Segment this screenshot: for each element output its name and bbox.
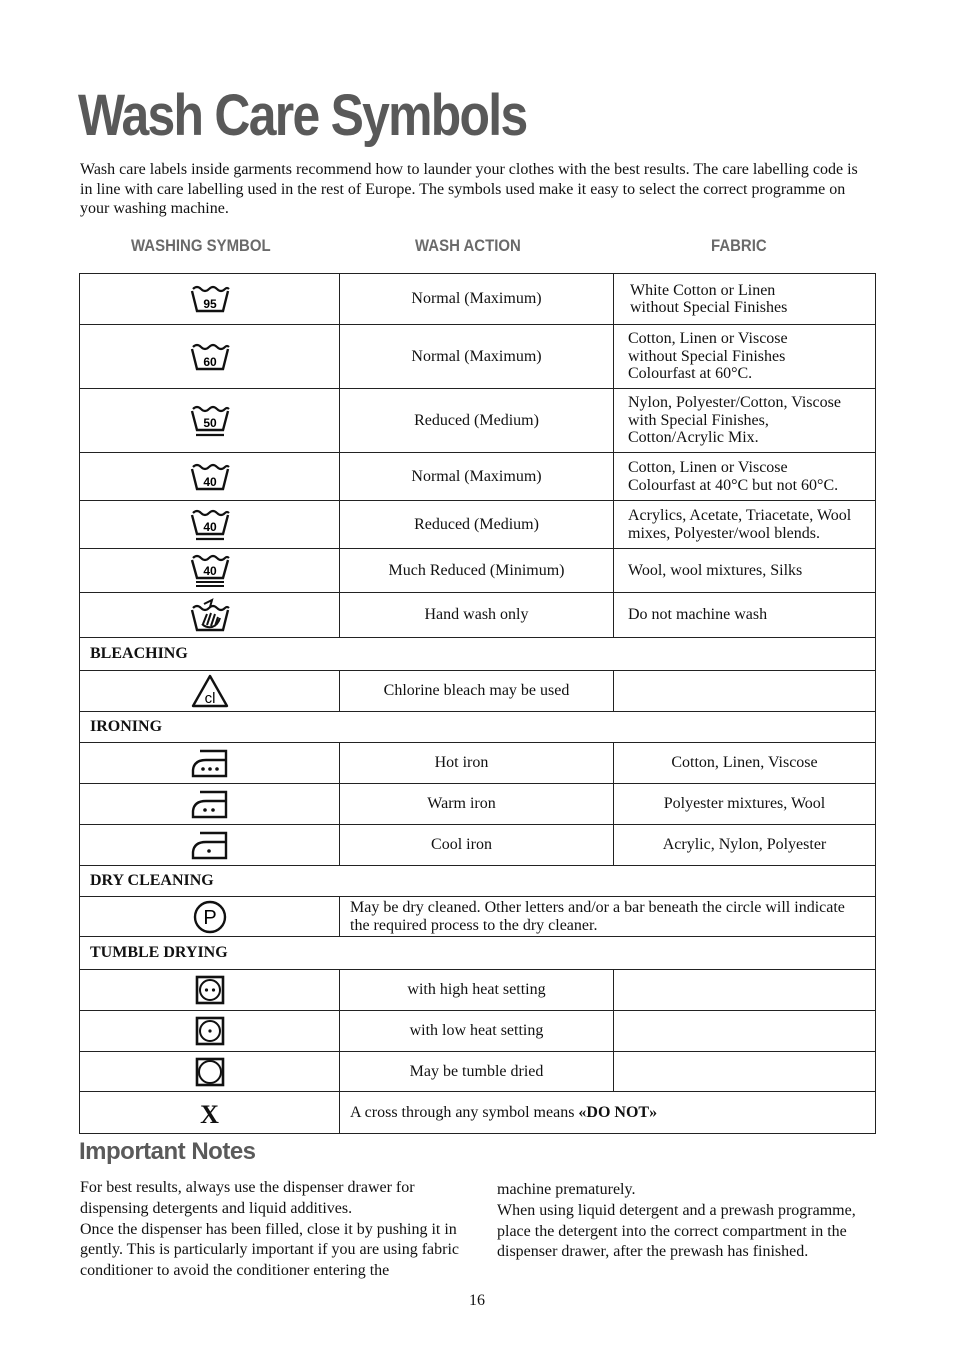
table-row: [80, 1052, 876, 1092]
fabric-cell: Cotton, Linen, Viscose: [614, 743, 876, 784]
section-row-dry-cleaning: [80, 866, 876, 897]
tumble-dry-high-icon: [194, 981, 226, 998]
fabric-cell: [614, 1052, 876, 1092]
wash-tub-50-bar-icon: [190, 411, 230, 428]
iron-two-dots-icon: [190, 795, 230, 812]
svg-text:40: 40: [202, 519, 217, 534]
action-cell: with high heat setting: [340, 970, 614, 1011]
page-title: Wash Care Symbols: [78, 83, 527, 148]
cross-note: [340, 1092, 876, 1134]
action-cell: Reduced (Medium): [340, 501, 614, 549]
symbol-cell: [80, 501, 340, 549]
table-row: [80, 549, 876, 593]
symbol-cell: [80, 389, 340, 453]
iron-one-dot-icon: [190, 836, 230, 853]
do-not-label: «DO NOT»: [578, 1103, 658, 1121]
header-washing-symbol: WASHING SYMBOL: [131, 236, 271, 255]
table-row: [80, 593, 876, 638]
notes-paragraph: When using liquid detergent and a prewash programme, place the detergent into the correct compartment in the dispenser drawer, after the prewash has finished.: [497, 1201, 856, 1261]
chlorine-bleach-triangle-icon: [190, 682, 230, 707]
symbol-cell: [80, 549, 340, 593]
table-row: [80, 1011, 876, 1052]
action-cell: Normal (Maximum): [340, 453, 614, 501]
table-row: [80, 784, 876, 825]
fabric-cell: Acrylics, Acetate, Triacetate, Wool mixes, Polyester/wool blends.: [614, 501, 876, 549]
table-row: [80, 825, 876, 866]
header-wash-action: WASH ACTION: [415, 236, 521, 255]
dry-cleaning-text: May be dry cleaned. Other letters and/or a bar beneath the circle will indicate the required process to the dry cleaner.: [340, 897, 876, 937]
symbol-cell: [80, 453, 340, 501]
symbol-cell: [80, 897, 340, 937]
notes-title: Important Notes: [79, 1138, 256, 1165]
fabric-cell: White Cotton or Linen without Special Finishes: [614, 274, 876, 325]
wash-tub-40-icon: [190, 467, 230, 489]
section-row-bleaching: [80, 638, 876, 671]
table-row: [80, 970, 876, 1011]
symbol-cell: [80, 784, 340, 825]
symbol-cell: [80, 671, 340, 712]
table-row: [80, 389, 876, 453]
section-row-tumble-drying: [80, 937, 876, 970]
section-label-dry-cleaning: DRY CLEANING: [80, 866, 876, 897]
table-row: [80, 325, 876, 389]
symbol-cell: [80, 1052, 340, 1092]
action-cell: Warm iron: [340, 784, 614, 825]
tumble-dry-icon: [194, 1062, 226, 1079]
fabric-cell: Wool, wool mixtures, Silks: [614, 549, 876, 593]
intro-paragraph: Wash care labels inside garments recommend how to launder your clothes with the best results. The care labelling code is in line with care labelling used in the rest of Europe. The symbols used make it easy to select the correct programme on your washing machine.: [80, 161, 858, 217]
svg-text:50: 50: [202, 415, 217, 430]
section-label-ironing: IRONING: [80, 712, 876, 743]
cross-note-text: A cross through any symbol means: [350, 1103, 579, 1121]
symbol-cell: [80, 593, 340, 638]
section-label-tumble-drying: TUMBLE DRYING: [80, 937, 876, 970]
iron-three-dots-icon: [190, 754, 230, 771]
section-row-ironing: [80, 712, 876, 743]
symbol-cell: [80, 274, 340, 325]
dry-clean-p-icon: [192, 906, 228, 929]
page-number: 16: [469, 1292, 485, 1309]
table-row: [80, 274, 876, 325]
fabric-cell: Polyester mixtures, Wool: [614, 784, 876, 825]
table-row: [80, 671, 876, 712]
tumble-dry-low-icon: [194, 1022, 226, 1039]
notes-paragraph: Once the dispenser has been filled, close it by pushing it in gently. This is particularly important if you are using fabric conditioner to avoid the conditioner entering the: [80, 1220, 460, 1280]
action-cell: May be tumble dried: [340, 1052, 614, 1092]
fabric-cell: Cotton, Linen or Viscose without Special Finishes Colourfast at 60°C.: [614, 325, 876, 389]
svg-text:40: 40: [202, 563, 217, 578]
action-cell: Normal (Maximum): [340, 325, 614, 389]
action-cell: Hand wash only: [340, 593, 614, 638]
notes-right-column: [497, 1180, 881, 1263]
notes-paragraph: For best results, always use the dispenser drawer for dispensing detergents and liquid additives.: [80, 1179, 415, 1217]
svg-text:P: P: [202, 906, 217, 929]
symbol-cell: [80, 970, 340, 1011]
fabric-cell: [614, 970, 876, 1011]
action-cell: Much Reduced (Minimum): [340, 549, 614, 593]
hand-wash-icon: [190, 606, 230, 623]
cross-icon: X: [200, 1099, 219, 1129]
svg-text:cl: cl: [204, 690, 215, 707]
table-row: [80, 897, 876, 937]
fabric-cell: Do not machine wash: [614, 593, 876, 638]
fabric-cell: [614, 671, 876, 712]
table-row: [80, 453, 876, 501]
svg-text:60: 60: [202, 354, 217, 369]
wash-tub-40-double-bar-icon: [190, 561, 230, 578]
wash-tub-95-icon: [190, 290, 230, 311]
symbol-cell: [80, 1011, 340, 1052]
symbol-cell: [80, 743, 340, 784]
wash-tub-40-bar-icon: [190, 515, 230, 532]
care-symbols-table: [79, 273, 876, 1134]
wash-tub-60-icon: [190, 347, 230, 369]
action-cell: Cool iron: [340, 825, 614, 866]
notes-paragraph: machine prematurely.: [497, 1181, 636, 1198]
symbol-cell: [80, 325, 340, 389]
table-row: [80, 501, 876, 549]
action-cell: Reduced (Medium): [340, 389, 614, 453]
svg-text:95: 95: [202, 297, 217, 311]
symbol-cell: [80, 1092, 340, 1134]
fabric-cell: Nylon, Polyester/Cotton, Viscose with Special Finishes, Cotton/Acrylic Mix.: [614, 389, 876, 453]
action-cell: Hot iron: [340, 743, 614, 784]
notes-left-column: [80, 1178, 464, 1282]
symbol-cell: [80, 825, 340, 866]
action-cell: Chlorine bleach may be used: [340, 671, 614, 712]
fabric-cell: [614, 1011, 876, 1052]
action-cell: with low heat setting: [340, 1011, 614, 1052]
table-row: [80, 1092, 876, 1134]
table-row: [80, 743, 876, 784]
fabric-cell: Cotton, Linen or Viscose Colourfast at 40°C but not 60°C.: [614, 453, 876, 501]
svg-text:40: 40: [202, 474, 217, 489]
fabric-cell: Acrylic, Nylon, Polyester: [614, 825, 876, 866]
section-label-bleaching: BLEACHING: [80, 638, 876, 671]
action-cell: Normal (Maximum): [340, 274, 614, 325]
header-fabric: FABRIC: [711, 236, 767, 255]
